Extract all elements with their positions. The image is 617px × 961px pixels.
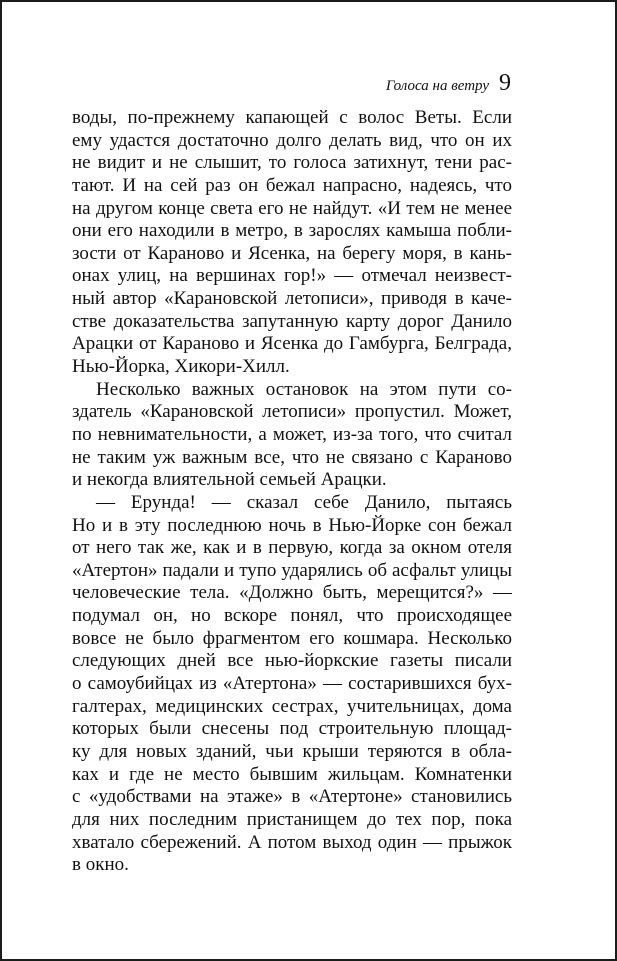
paragraph bbox=[72, 379, 512, 492]
text-line: для них последним пристанищем до тех пор, пока bbox=[72, 808, 512, 830]
text-line: о самоубийцах из «Атертона» — состарившихся бух- bbox=[72, 673, 512, 695]
text-line: на другом конце света его не найдут. «И тем не менее bbox=[72, 197, 512, 219]
text-line: не видит и не слышит, то голоса затихнут, тени рас- bbox=[72, 152, 512, 174]
text-line: хватало сбережений. А потом выход один — прыжок bbox=[72, 831, 512, 853]
running-title: Голоса на ветру bbox=[385, 78, 489, 94]
text-line: зости от Караново и Ясенка, на берегу моря, в кань- bbox=[72, 242, 512, 264]
text-line: ку для новых зданий, чьи крыши теряются в обла- bbox=[72, 740, 512, 762]
text-line: Несколько важных остановок на этом пути со- bbox=[96, 378, 512, 400]
text-line: с «удобствами на этаже» в «Атертоне» становились bbox=[72, 786, 512, 808]
page-body-text bbox=[72, 107, 512, 877]
text-line: ему удастся достаточно долго делать вид, что он их bbox=[72, 129, 512, 151]
page-header bbox=[386, 70, 511, 97]
text-line: они его находили в метро, в зарослях камыша побли- bbox=[72, 220, 512, 242]
text-line: Арацки от Караново и Ясенка до Гамбурга, Белграда, bbox=[72, 333, 512, 355]
text-line: «Атертон» падали и тупо ударялись об асфальт улицы bbox=[72, 559, 512, 581]
text-line: Но и в эту последнюю ночь в Нью-Йорке сон бежал bbox=[72, 514, 512, 536]
text-line: — Ерунда! — сказал себе Данило, пытаясь bbox=[96, 491, 512, 513]
text-line: галтерах, медицинских сестрах, учительницах, дома bbox=[72, 695, 512, 717]
text-line: подумал он, но вскоре понял, что происходящее bbox=[72, 605, 512, 627]
text-line: ках и где не место бывшим жильцам. Комнатенки bbox=[72, 763, 512, 785]
paragraph bbox=[72, 492, 512, 877]
text-line: воды, по-прежнему капающей с волос Веты. Если bbox=[72, 107, 512, 128]
text-line: Нью-Йорка, Хикори-Хилл. bbox=[72, 356, 290, 378]
paragraph bbox=[72, 107, 512, 379]
text-line: которых были снесены под строительную площад- bbox=[72, 718, 512, 740]
text-line: стве доказательства запутанную карту дорог Данило bbox=[72, 310, 512, 332]
page-number: 9 bbox=[499, 70, 511, 96]
text-line: следующих дней все нью-йоркские газеты писали bbox=[72, 650, 512, 672]
text-line: вовсе не было фрагментом его кошмара. Несколько bbox=[72, 627, 512, 649]
text-line: ный автор «Карановской летописи», приводя в каче- bbox=[72, 288, 512, 310]
text-line: по невнимательности, а может, из-за того, что считал bbox=[72, 423, 512, 445]
text-line: и некогда влиятельной семьей Арацки. bbox=[72, 469, 387, 491]
text-line: не таким уж важным все, что не связано с Караново bbox=[72, 446, 512, 468]
text-line: человеческие тела. «Должно быть, мерещится?» — bbox=[72, 582, 512, 604]
text-line: тают. И на сей раз он бежал напрасно, надеясь, что bbox=[72, 174, 512, 196]
text-line: здатель «Карановской летописи» пропустил. Может, bbox=[72, 401, 512, 423]
text-line: от него так же, как и в первую, когда за окном отеля bbox=[72, 537, 512, 559]
text-line: онах улиц, на вершинах гор!» — отмечал неизвест- bbox=[72, 265, 512, 287]
text-line: в окно. bbox=[72, 854, 129, 876]
